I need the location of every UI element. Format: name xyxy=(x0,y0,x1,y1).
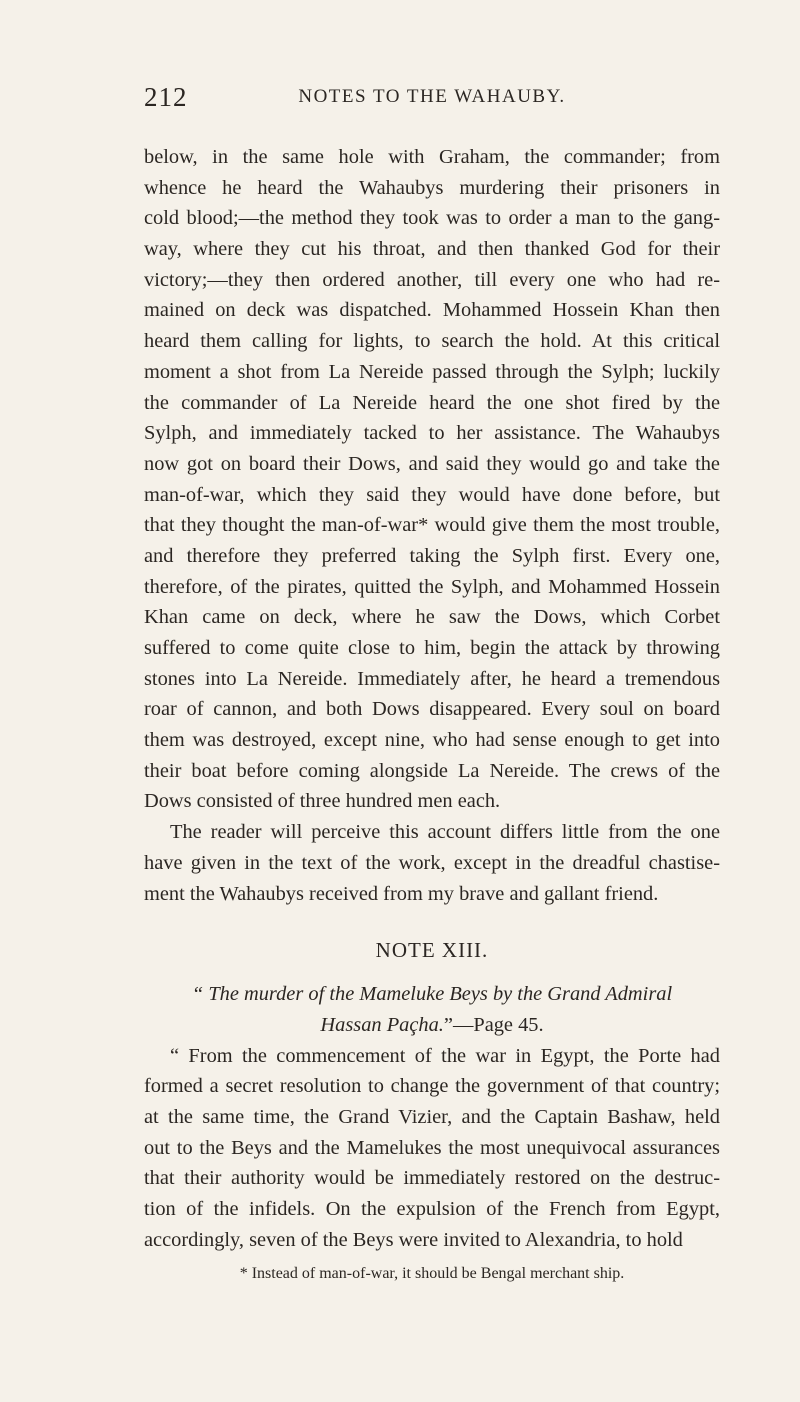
text-line: and therefore they preferred taking the Sylph first. Every one, xyxy=(144,544,720,567)
text-line: that their authority would be immediately restored on the destruc- xyxy=(144,1167,720,1190)
text-line: now got on board their Dows, and said they would go and take the xyxy=(144,452,720,475)
text-line: Sylph, and immediately tacked to her assistance. The Wahaubys xyxy=(144,422,720,445)
note-citation-title-end: Hassan Paçha. xyxy=(320,1013,444,1036)
page-header xyxy=(144,82,720,122)
note-citation-line-1 xyxy=(144,979,720,1010)
text-line: the commander of La Nereide heard the one shot fired by the xyxy=(144,391,720,414)
note-citation-page: ”—Page 45. xyxy=(443,1013,544,1036)
text-line: ment the Wahaubys received from my brave and gallant friend. xyxy=(144,882,659,905)
text-line: whence he heard the Wahaubys murdering their prisoners in xyxy=(144,176,720,199)
note-citation-title: “ The murder of the Mameluke Beys by the Grand Admiral xyxy=(191,983,673,1006)
note-heading: NOTE XIII. xyxy=(375,938,489,963)
paragraph-3 xyxy=(144,1041,720,1256)
paragraph-1 xyxy=(144,142,720,817)
text-line: suffered to come quite close to him, begin the attack by throwing xyxy=(144,637,720,659)
footnote: * Instead of man-of-war, it should be Bengal merchant ship. xyxy=(239,1265,625,1283)
text-line: Khan came on deck, where he saw the Dows, which Corbet xyxy=(144,606,720,629)
text-line: heard them calling for lights, to search the hold. At this critical xyxy=(144,330,720,353)
section-gap xyxy=(144,909,720,935)
text-line: roar of cannon, and both Dows disappeared. Every soul on board xyxy=(144,698,720,721)
text-line: below, in the same hole with Graham, the commander; from xyxy=(144,146,720,168)
text-line: moment a shot from La Nereide passed through the Sylph; luckily xyxy=(144,360,720,383)
text-line: stones into La Nereide. Immediately after, he heard a tremendous xyxy=(144,667,720,690)
text-line: have given in the text of the work, except in the dreadful chastise- xyxy=(144,851,720,874)
text-line: mained on deck was dispatched. Mohammed Hossein Khan then xyxy=(144,299,720,322)
text-line: tion of the infidels. On the expulsion of the French from Egypt, xyxy=(144,1198,720,1221)
body-text xyxy=(144,142,720,1285)
text-line: therefore, of the pirates, quitted the Sylph, and Mohammed Hossein xyxy=(144,575,720,598)
text-line: cold blood;—the method they took was to order a man to the gang- xyxy=(144,207,720,230)
text-line: Dows consisted of three hundred men each. xyxy=(144,790,501,813)
running-head: NOTES TO THE WAHAUBY. xyxy=(298,86,566,107)
text-line: out to the Beys and the Mamelukes the most unequivocal assurances xyxy=(144,1136,720,1159)
text-line: way, where they cut his throat, and then thanked God for their xyxy=(144,238,720,261)
text-line: at the same time, the Grand Vizier, and the Captain Bashaw, held xyxy=(144,1105,720,1128)
text-line: their boat before coming alongside La Nereide. The crews of the xyxy=(144,759,720,782)
page-number: 212 xyxy=(144,82,188,112)
text-line: “ From the commencement of the war in Egypt, the Porte had xyxy=(170,1044,720,1067)
text-line: man-of-war, which they said they would have done before, but xyxy=(144,483,720,506)
note-citation-line-2 xyxy=(144,1010,720,1041)
text-line: formed a secret resolution to change the government of that country; xyxy=(144,1075,720,1098)
paragraph-2 xyxy=(144,817,720,909)
text-line: victory;—they then ordered another, till every one who had re- xyxy=(144,268,720,291)
text-line: that they thought the man-of-war* would give them the most trouble, xyxy=(144,514,720,537)
text-line: them was destroyed, except nine, who had sense enough to get into xyxy=(144,729,720,752)
text-line: accordingly, seven of the Beys were invited to Alexandria, to hold xyxy=(144,1228,683,1251)
text-line: The reader will perceive this account differs little from the one xyxy=(170,821,720,844)
